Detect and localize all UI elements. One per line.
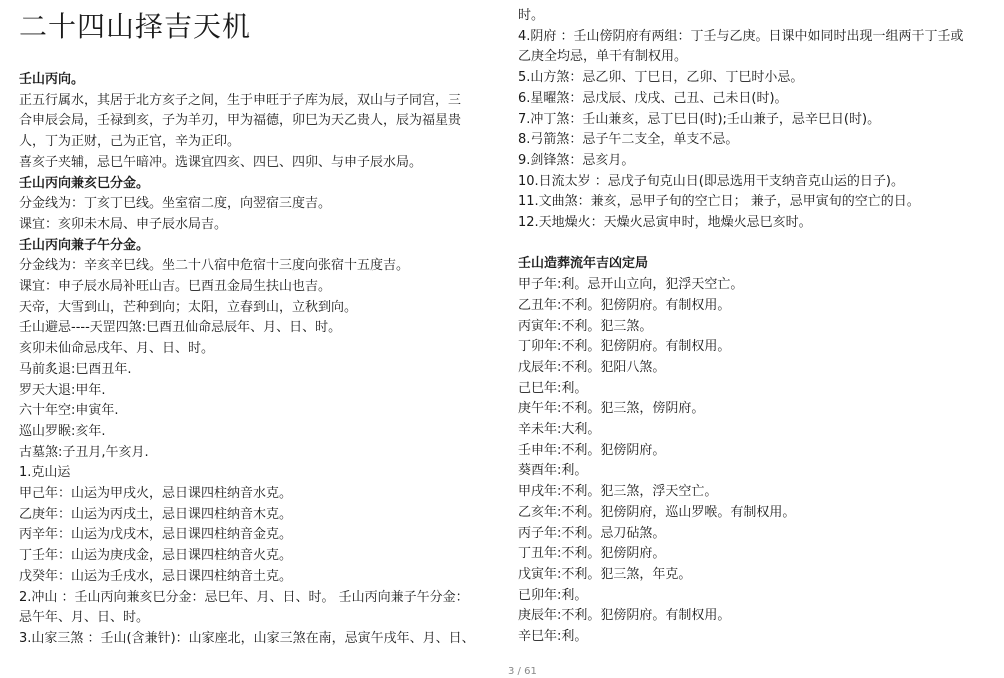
year-item: 己巳年:利。 (518, 380, 588, 396)
right-text-block (518, 6, 998, 648)
left-text-block (19, 70, 495, 650)
taboo-item: 12.天地燥火：天燥火忌寅申时，地燥火忌巳亥时。 (518, 215, 812, 231)
taboo-item: 6.星曜煞：忌戊辰、戊戌、己丑、己未日(时)。 (518, 90, 788, 106)
text-line: 戊癸年：山运为壬戌水，忌日课四柱纳音土克。 (19, 568, 293, 584)
text-line: 课宜：申子辰水局补旺山吉。巳酉丑金局生扶山也吉。 (19, 279, 332, 295)
text-line: 合申辰会局，壬禄到亥，子为羊刃，甲为福德，卯巳为天乙贵人，辰为福星贵 (19, 113, 462, 129)
year-item: 丙子年:不利。忌刀砧煞。 (518, 525, 666, 541)
text-line: 忌午年、月、日、时。 (19, 610, 150, 626)
year-item: 庚辰年:不利。犯傍阴府。有制权用。 (518, 608, 731, 624)
paragraph-spacer (518, 234, 998, 255)
text-line: 课宜：亥卯未木局、申子辰水局吉。 (19, 216, 228, 232)
section-heading: 壬山丙向兼亥巳分金。 (19, 175, 150, 191)
text-line: 丙辛年：山运为戊戌木，忌日课四柱纳音金克。 (19, 527, 293, 543)
left-column (19, 0, 495, 650)
text-line: 古墓煞:子丑月,午亥月. (19, 444, 149, 460)
year-item: 庚午年:不利。犯三煞，傍阴府。 (518, 401, 705, 417)
taboo-item: 7.冲丁煞：壬山兼亥，忌丁巳日(时);壬山兼子，忌辛巳日(时)。 (518, 111, 881, 127)
text-line: 1.克山运 (19, 465, 71, 481)
text-line: 3.山家三煞 ：壬山(含兼针)：山家座北，山家三煞在南，忌寅午戌年、月、日、 (19, 630, 475, 646)
section-heading: 壬山丙向兼子午分金。 (19, 237, 150, 253)
taboo-item: 10.日流太岁 ：忌戊子旬克山日(即忌选用干支纳音克山运的日子)。 (518, 173, 904, 189)
year-item: 乙亥年:不利。犯傍阴府，巡山罗喉。有制权用。 (518, 504, 796, 520)
text-line: 巡山罗睺:亥年. (19, 423, 106, 439)
text-line: 六十年空:申寅年. (19, 403, 119, 419)
taboo-item: 时。 (518, 8, 545, 23)
page-number: 3 / 61 (508, 666, 537, 677)
taboo-item: 11.文曲煞：兼亥，忌甲子旬的空亡日； 兼子，忌甲寅旬的空亡的日。 (518, 194, 920, 210)
year-item: 戊辰年:不利。犯阳八煞。 (518, 359, 666, 375)
yearly-list (518, 275, 998, 648)
year-item: 戊寅年:不利。犯三煞，年克。 (518, 566, 692, 582)
taboo-item: 9.剑锋煞：忌亥月。 (518, 152, 635, 168)
text-line: 天帝，大雪到山，芒种到向；太阳，立春到山，立秋到向。 (19, 299, 358, 315)
document-title: 二十四山择吉天机 (19, 10, 252, 43)
text-line: 马前炙退:巳酉丑年. (19, 361, 132, 377)
text-line: 分金线为：辛亥辛巳线。坐二十八宿中危宿十三度向张宿十五度吉。 (19, 258, 410, 274)
year-item: 壬申年:不利。犯傍阴府。 (518, 442, 666, 458)
year-item: 丁卯年:不利。犯傍阴府。有制权用。 (518, 339, 731, 355)
taboo-item: 8.弓箭煞：忌子午二支全，单支不忌。 (518, 132, 739, 148)
text-line: 喜亥子夹辅，忌巳午暗冲。选课宜四亥、四巳、四卯、与申子辰水局。 (19, 154, 423, 170)
taboo-item: 乙庚全均忌，单干有制权用。 (518, 49, 688, 65)
taboo-list (518, 6, 998, 234)
text-line: 壬山避忌----天罡四煞:巳酉丑仙命忌辰年、月、日、时。 (19, 320, 342, 336)
year-item: 辛未年:大利。 (518, 422, 601, 438)
taboo-item: 5.山方煞：忌乙卯、丁巳日，乙卯、丁巳时小忌。 (518, 70, 804, 86)
text-line: 乙庚年：山运为丙戌土，忌日课四柱纳音木克。 (19, 506, 293, 522)
year-item: 丁丑年:不利。犯傍阴府。 (518, 546, 666, 562)
text-line: 2.冲山 ：壬山丙向兼亥巳分金：忌巳年、月、日、时。 壬山丙向兼子午分金： (19, 589, 469, 605)
year-item: 已卯年:利。 (518, 587, 588, 603)
text-line: 罗天大退:甲年. (19, 382, 106, 398)
text-line: 亥卯未仙命忌戌年、月、日、时。 (19, 341, 215, 357)
section-heading: 壬山丙向。 (19, 72, 85, 87)
year-item: 葵酉年:利。 (518, 463, 588, 479)
year-item: 丙寅年:不利。犯三煞。 (518, 318, 653, 334)
text-line: 丁壬年：山运为庚戌金，忌日课四柱纳音火克。 (19, 548, 293, 564)
text-line: 正五行属水，其居于北方亥子之间，生于申旺于子库为辰，双山与子同宫，三 (19, 92, 462, 108)
year-item: 甲戌年:不利。犯三煞，浮天空亡。 (518, 484, 718, 500)
year-item: 辛巳年:利。 (518, 629, 588, 645)
right-column (518, 0, 998, 648)
text-line: 分金线为：丁亥丁巳线。坐室宿二度，向翌宿三度吉。 (19, 196, 332, 212)
section-heading-yearly: 壬山造葬流年吉凶定局 (518, 256, 649, 272)
year-item: 甲子年:利。忌开山立向，犯浮天空亡。 (518, 277, 744, 293)
text-line: 甲己年：山运为甲戌火，忌日课四柱纳音水克。 (19, 486, 293, 502)
text-line: 人，丁为正财，己为正官，辛为正印。 (19, 134, 241, 150)
year-item: 乙丑年:不利。犯傍阴府。有制权用。 (518, 297, 731, 313)
taboo-item: 4.阴府 ：壬山傍阴府有两组：丁壬与乙庚。日课中如同时出现一组两干丁壬或 (518, 28, 964, 44)
